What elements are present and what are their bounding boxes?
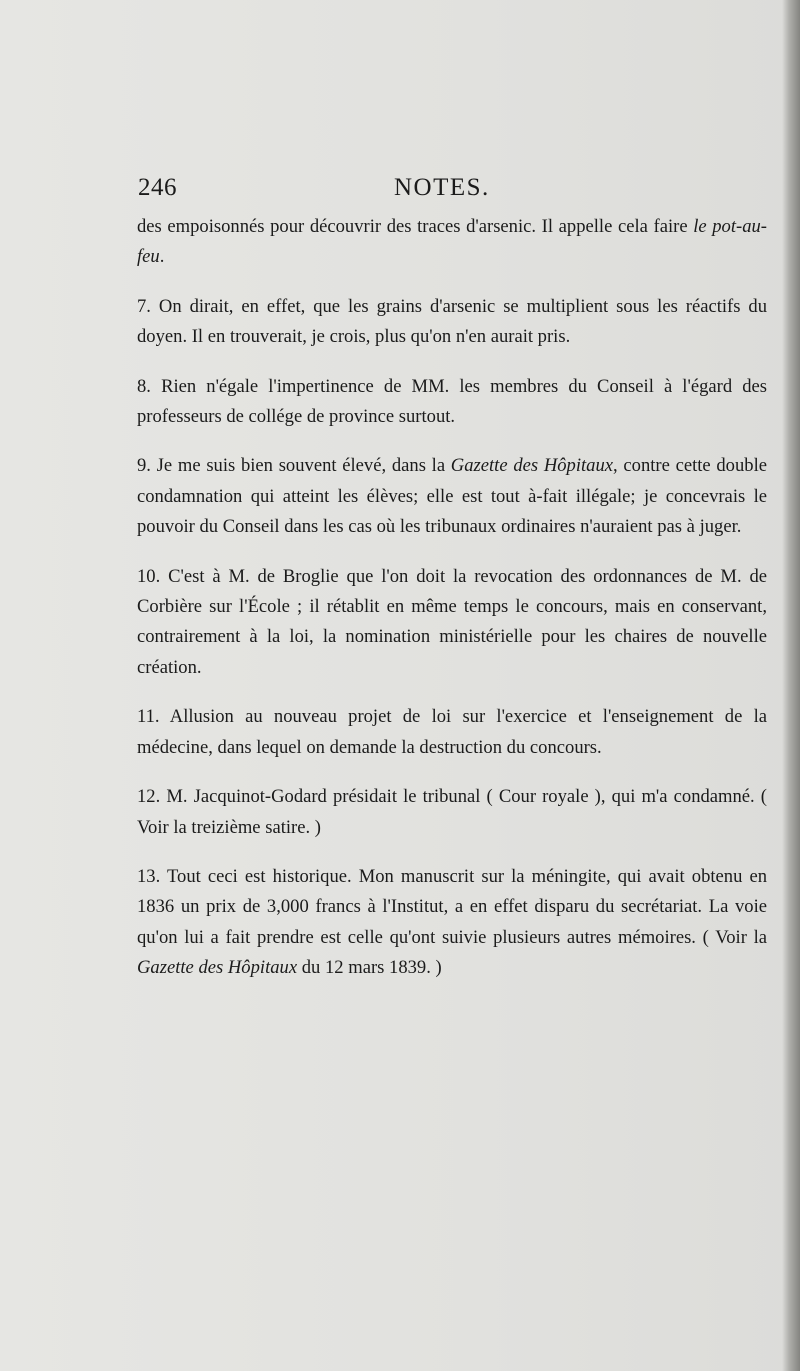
note-italic-text: Gazette des Hôpitaux (137, 957, 298, 979)
note-text: , contre cette double condamnation qui atteint les élèves; elle est tout à-fait illégale; je concevrais le pouvoir du Conseil dans les cas où les tribunaux ordinaires n'auraient pas à juger. (137, 455, 767, 538)
note-13 (137, 862, 767, 984)
note-text: des empoisonnés pour découvrir des traces d'arsenic. Il appelle cela faire (137, 216, 694, 237)
note-number: 7. (137, 295, 151, 317)
note-number: 9. (137, 455, 151, 477)
notes-body (137, 212, 767, 1003)
note-continuation (137, 212, 767, 273)
note-text: . (159, 246, 165, 268)
note-text: Allusion au nouveau projet de loi sur l'exercice et l'enseignement de la médecine, dans lequel on demande la destruction du concours. (137, 706, 767, 758)
note-12 (137, 782, 767, 843)
note-text: du 12 mars 1839. ) (297, 957, 442, 979)
page-number: 246 (138, 174, 177, 201)
page-edge-shadow (782, 0, 800, 1371)
note-number: 11. (137, 706, 160, 728)
note-italic-text: le pot-au-feu (137, 216, 767, 268)
note-text: C'est à M. de Broglie que l'on doit la revocation des ordonnances de M. de Corbière sur l'École ; il rétablit en même temps le concours, mais en conservant, contrairement à la loi, la nomination ministérielle pour les chaires de nouvelle création. (137, 565, 767, 678)
note-number: 10. (137, 565, 161, 587)
page-header (138, 174, 764, 210)
note-number: 13. (137, 865, 161, 887)
note-text: On dirait, en effet, que les grains d'arsenic se multiplient sous les réactifs du doyen. Il en trouverait, je crois, plus qu'on n'en aurait pris. (137, 295, 768, 348)
note-7 (137, 292, 767, 353)
note-10 (137, 562, 767, 684)
note-9 (137, 451, 767, 542)
note-text: M. Jacquinot-Godard présidait le tribunal ( Cour royale ), qui m'a condamné. ( Voir la treizième satire. ) (137, 786, 767, 838)
note-11 (137, 702, 767, 763)
running-title: NOTES. (394, 174, 490, 201)
note-text: Rien n'égale l'impertinence de MM. les membres du Conseil à l'égard des professeurs de collége de province surtout. (137, 375, 767, 428)
note-italic-text: Gazette des Hôpitaux (450, 455, 614, 477)
note-8 (137, 372, 767, 433)
note-number: 8. (137, 375, 151, 397)
note-number: 12. (137, 786, 161, 808)
note-text: Je me suis bien souvent élevé, dans la (156, 455, 451, 477)
note-text: Tout ceci est historique. Mon manuscrit sur la méningite, qui avait obtenu en 1836 un prix de 3,000 francs à l'Institut, a en effet disparu du secrétariat. La voie qu'on lui a fait prendre est celle qu'ont suivie plusieurs autres mémoires. ( Voir la (137, 865, 768, 948)
